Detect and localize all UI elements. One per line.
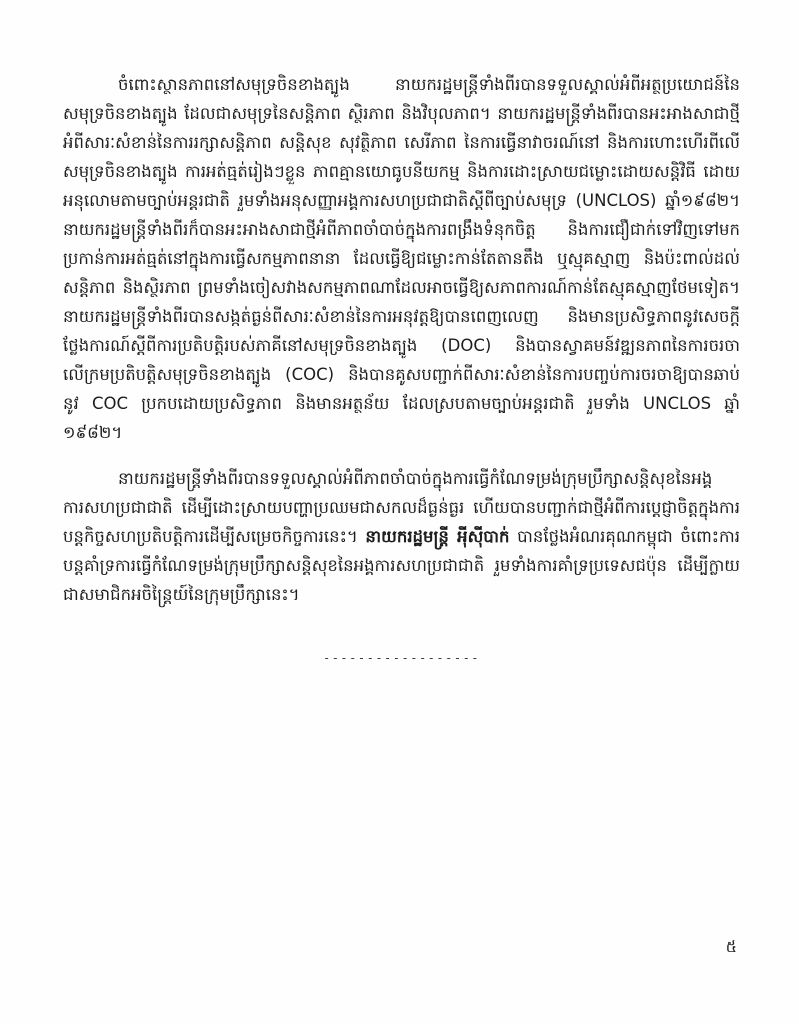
paragraph-south-china-sea: ចំពោះស្ថានភាពនៅសមុទ្រចិនខាងត្បូង នាយករដ្ឋមន្ត្រីទាំងពីរបានទទួលស្គាល់អំពីអត្ថប្រយោជន៍នៃសមុទ្រចិនខាងត្បូង ដែលជាសមុទ្រនៃសន្តិភាព ស្ថិរភាព និងវិបុលភាព។ នាយករដ្ឋមន្ត្រីទាំងពីរបានអះអាងសាជាថ្មីអំពីសារៈសំខាន់នៃការរក្សាសន្តិភាព សន្តិសុខ សុវត្ថិភាព សេរីភាព នៃការធ្វើនាវាចរណ៍នៅ និងការហោះហើរពីលើសមុទ្រចិនខាងត្បូង ការអត់ធ្មត់រៀងៗខ្លួន ភាពគ្មានយោធូបនីយកម្ម និងការដោះស្រាយជម្លោះដោយសន្តិវិធី ដោយអនុលោមតាមច្បាប់អន្តរជាតិ រួមទាំងអនុសញ្ញាអង្គការសហប្រជាជាតិស្តីពីច្បាប់សមុទ្រ (UNCLOS) ឆ្នាំ១៩៨២។ នាយករដ្ឋមន្ត្រីទាំងពីរក៏បានអះអាងសាជាថ្មីអំពីភាពចាំបាច់ក្នុងការពង្រឹងទំនុកចិត្ត និងការជឿជាក់ទៅវិញទៅមក ប្រកាន់ការអត់ធ្មត់នៅក្នុងការធ្វើសកម្មភាពនានា ដែលធ្វើឱ្យជម្លោះកាន់តែតានតឹង ឬស្មុគស្មាញ និងប៉ះពាល់ដល់សន្តិភាព និងស្ថិរភាព ព្រមទាំងចៀសវាងសកម្មភាពណាដែលអាចធ្វើឱ្យសភាពការណ៍កាន់តែស្មុគស្មាញថែមទៀត។ នាយករដ្ឋមន្ត្រីទាំងពីរបានសង្កត់ធ្ងន់ពីសារៈសំខាន់នៃការអនុវត្តឱ្យបានពេញលេញ និងមានប្រសិទ្ធភាពនូវសេចក្តីថ្លែងការណ៍ស្តីពីការប្រតិបត្តិរបស់ភាគីនៅសមុទ្រចិនខាងត្បូង (DOC) និងបានស្វាគមន៍វឌ្ឍនភាពនៃការចរចាលើក្រមប្រតិបត្តិសមុទ្រចិនខាងត្បូង (COC) និងបានគូសបញ្ជាក់ពីសារៈសំខាន់នៃការបញ្ចប់ការចរចាឱ្យបានឆាប់ នូវ COC ប្រកបដោយប្រសិទ្ធភាព និងមានអត្ថន័យ ដែលស្របតាមច្បាប់អន្តរជាតិ រួមទាំង UNCLOS ឆ្នាំ ១៩៨២។ — [63, 75, 740, 442]
paragraph-unsc-reform — [63, 464, 740, 609]
pm-name-bold: នាយករដ្ឋមន្ត្រី អុីស៊ីបាក់ — [365, 527, 510, 546]
document-body — [63, 70, 740, 665]
end-of-text-separator: ------------------ — [322, 651, 481, 665]
page-number: ៥ — [725, 937, 737, 956]
paragraph-unsc-reform-text-before: នាយករដ្ឋមន្ត្រីទាំងពីរបានទទួលស្គាល់អំពីភាពចាំបាច់ក្នុងការធ្វើកំណែទម្រង់ក្រុមប្រឹក្សាសន្តិសុខនៃអង្គការសហប្រជាជាតិ ដើម្បីដោះស្រាយបញ្ហាប្រឈមជាសកលដ៏ធ្ងន់ធ្ងរ ហើយបានបញ្ជាក់ជាថ្មីអំពីការប្តេជ្ញាចិត្តក្នុងការបន្តកិច្ចសហប្រតិបត្តិការដើម្បីសម្រេចកិច្ចការនេះ។ — [63, 469, 740, 546]
paragraph-unsc-reform-text-after: បានថ្លែងអំណរគុណកម្ពុជា ចំពោះការបន្តគាំទ្រការធ្វើកំណែទម្រង់ក្រុមប្រឹក្សាសន្តិសុខនៃអង្គការសហប្រជាជាតិ រួមទាំងការគាំទ្រប្រទេសជប៉ុន ដើម្បីក្លាយជាសមាជិកអចិន្ត្រៃយ៍នៃក្រុមប្រឹក្សានេះ។ — [63, 527, 740, 604]
